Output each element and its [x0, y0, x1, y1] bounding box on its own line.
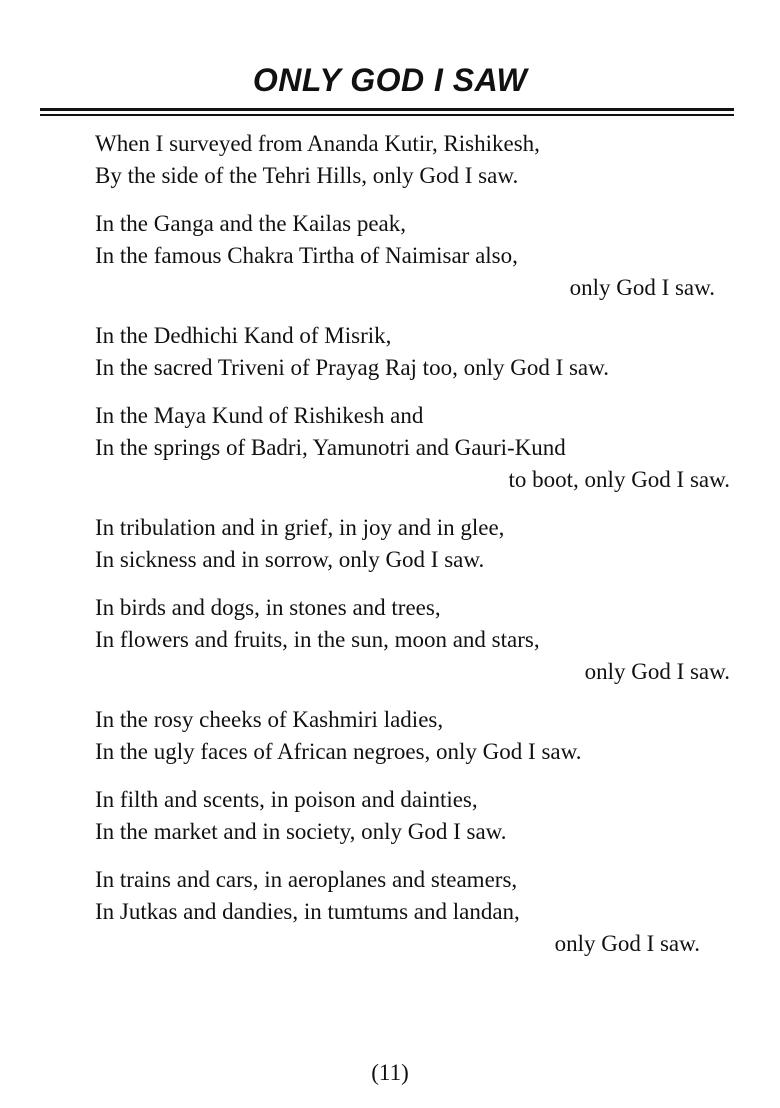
- stanza-line: In the famous Chakra Tirtha of Naimisar also,: [95, 243, 518, 268]
- stanza-line-continuation: only God I saw.: [569, 275, 715, 300]
- title-rule-thick: [40, 108, 734, 111]
- stanza-line: In Jutkas and dandies, in tumtums and landan,: [95, 899, 520, 924]
- stanza-line-continuation: to boot, only God I saw.: [508, 467, 730, 492]
- stanza-5: [95, 512, 735, 576]
- stanza-line: In the springs of Badri, Yamunotri and Gauri-Kund: [95, 435, 566, 460]
- stanza-line: In the ugly faces of African negroes, only God I saw.: [95, 739, 582, 764]
- stanza-8: [95, 784, 735, 848]
- poem-title: ONLY GOD I SAW: [252, 62, 528, 98]
- title-rule-thin: [40, 114, 734, 116]
- stanza-9: [95, 864, 735, 960]
- stanza-line-continuation: only God I saw.: [554, 931, 700, 956]
- stanza-6: [95, 592, 735, 688]
- stanza-line: In filth and scents, in poison and dainties,: [95, 787, 478, 812]
- stanza-line-continuation: only God I saw.: [584, 659, 730, 684]
- stanza-7: [95, 704, 735, 768]
- stanza-line: In sickness and in sorrow, only God I saw.: [95, 547, 485, 572]
- stanza-1: [95, 128, 735, 192]
- stanza-2: [95, 208, 735, 304]
- stanza-line: In the rosy cheeks of Kashmiri ladies,: [95, 707, 444, 732]
- stanza-4: [95, 400, 735, 496]
- stanza-line: In the Dedhichi Kand of Misrik,: [95, 323, 392, 348]
- stanza-line: In tribulation and in grief, in joy and in glee,: [95, 515, 505, 540]
- stanza-line: When I surveyed from Ananda Kutir, Rishikesh,: [95, 131, 540, 156]
- poem-body: [95, 128, 735, 976]
- stanza-line: In the sacred Triveni of Prayag Raj too, only God I saw.: [95, 355, 610, 380]
- stanza-line: In the Maya Kund of Rishikesh and: [95, 403, 424, 428]
- stanza-line: In trains and cars, in aeroplanes and steamers,: [95, 867, 518, 892]
- page-number: (11): [371, 1060, 409, 1085]
- stanza-3: [95, 320, 735, 384]
- stanza-line: By the side of the Tehri Hills, only God I saw.: [95, 163, 519, 188]
- stanza-line: In birds and dogs, in stones and trees,: [95, 595, 441, 620]
- stanza-line: In flowers and fruits, in the sun, moon and stars,: [95, 627, 540, 652]
- stanza-line: In the Ganga and the Kailas peak,: [95, 211, 407, 236]
- stanza-line: In the market and in society, only God I saw.: [95, 819, 507, 844]
